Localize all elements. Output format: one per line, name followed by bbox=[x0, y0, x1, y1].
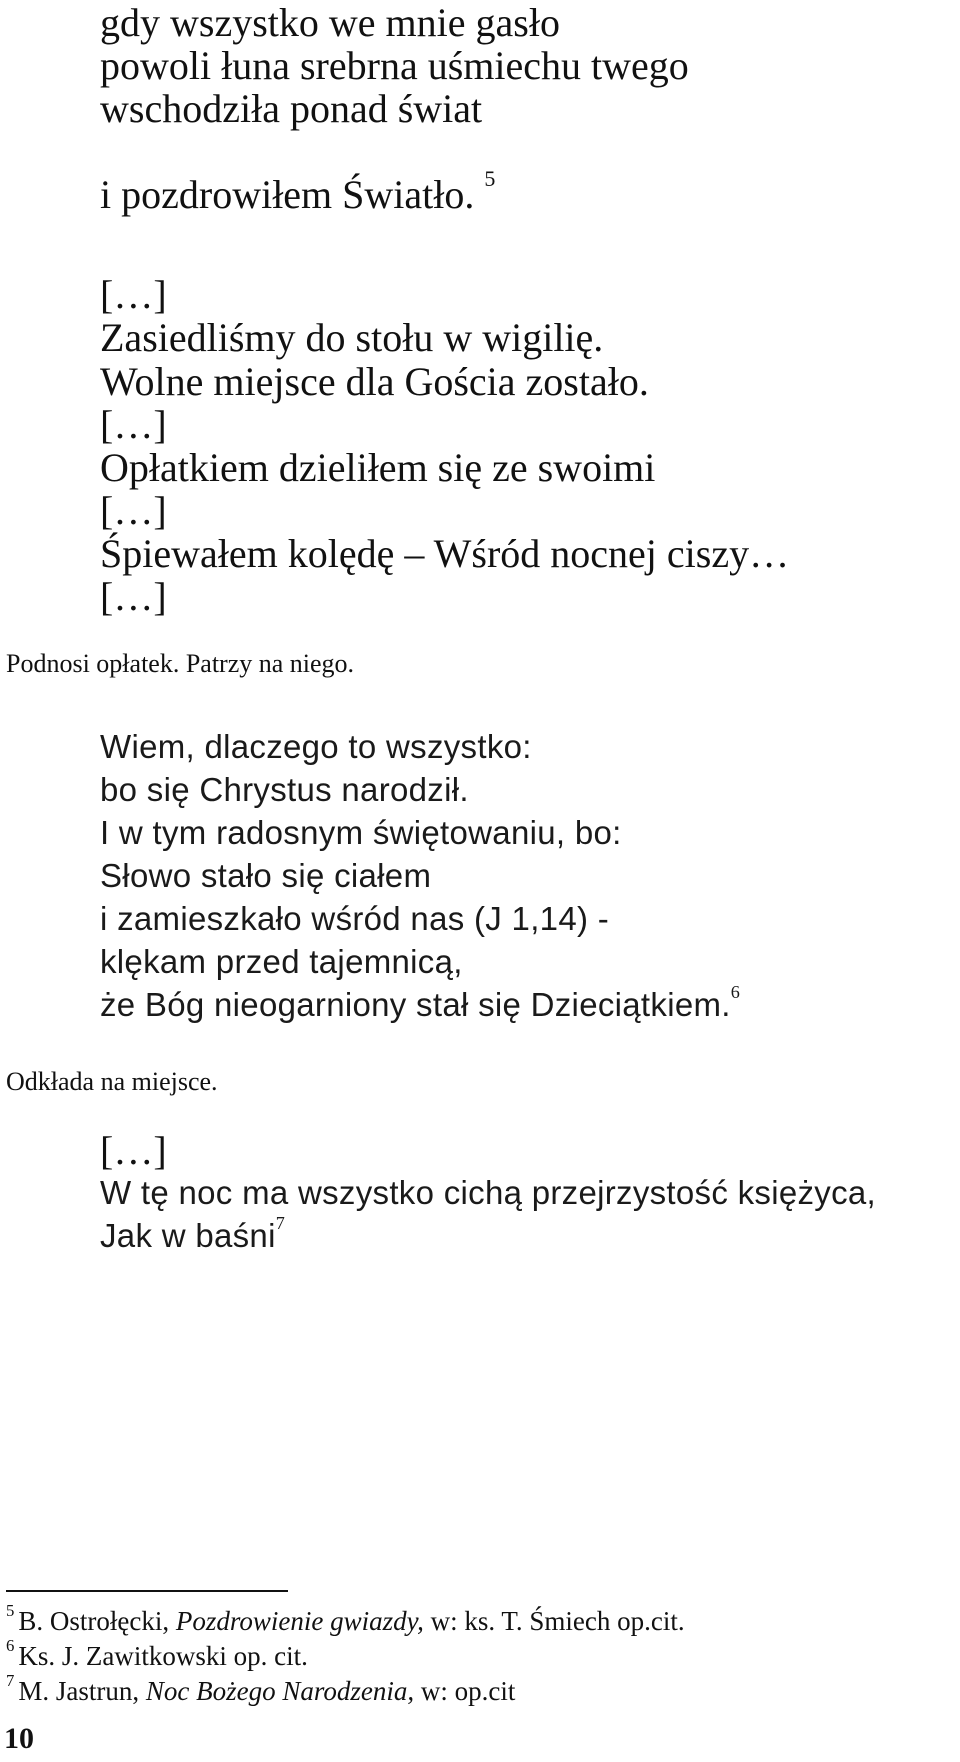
footnote bbox=[6, 1670, 516, 1706]
footnote-text: w: ks. T. Śmiech op.cit. bbox=[423, 1606, 685, 1636]
stage-direction: Podnosi opłatek. Patrzy na niego. bbox=[6, 649, 355, 678]
ellipsis-line: […] bbox=[100, 402, 167, 447]
poem-line: Słowo stało się ciałem bbox=[100, 857, 432, 894]
footnote-number: 5 bbox=[6, 1600, 15, 1620]
poem-line: Zasiedliśmy do stołu w wigilię. bbox=[100, 315, 604, 360]
footnote-ref: 6 bbox=[730, 981, 741, 1002]
poem-line: Wiem, dlaczego to wszystko: bbox=[100, 728, 532, 765]
footnote-text: M. Jastrun, bbox=[18, 1676, 146, 1706]
footnote bbox=[6, 1635, 308, 1671]
poem-line-with-footnote bbox=[100, 1212, 286, 1254]
ellipsis-line: […] bbox=[100, 574, 167, 619]
poem-line: Jak w baśni bbox=[100, 1217, 276, 1254]
footnote-ref: 7 bbox=[275, 1212, 286, 1233]
poem-line: i pozdrowiłem Światło. bbox=[100, 172, 475, 217]
poem-line: gdy wszystko we mnie gasło bbox=[100, 0, 560, 45]
ellipsis-line: […] bbox=[100, 272, 167, 317]
poem-line: bo się Chrystus narodził. bbox=[100, 771, 469, 808]
footnote-separator bbox=[6, 1590, 288, 1592]
stage-direction: Odkłada na miejsce. bbox=[6, 1067, 218, 1096]
footnote-number: 7 bbox=[6, 1670, 15, 1690]
poem-line: Wolne miejsce dla Gościa zostało. bbox=[100, 359, 649, 404]
poem-line: klękam przed tajemnicą, bbox=[100, 943, 463, 980]
poem-line-with-footnote bbox=[100, 981, 741, 1023]
poem-line: Opłatkiem dzieliłem się ze swoimi bbox=[100, 445, 656, 490]
footnote bbox=[6, 1600, 685, 1636]
ellipsis-line: […] bbox=[100, 488, 167, 533]
footnote-title: Pozdrowienie gwiazdy, bbox=[175, 1606, 424, 1636]
poem-line: powoli łuna srebrna uśmiechu twego bbox=[100, 43, 689, 88]
footnote-text: w: op.cit bbox=[414, 1676, 516, 1706]
poem-line: Śpiewałem kolędę – Wśród nocnej ciszy… bbox=[100, 531, 790, 576]
page-number: 10 bbox=[4, 1722, 34, 1755]
footnote-text: Ks. J. Zawitkowski op. cit. bbox=[18, 1641, 308, 1671]
footnote-text: B. Ostrołęcki, bbox=[18, 1606, 176, 1636]
poem-line: że Bóg nieogarniony stał się Dzieciątkiem. bbox=[100, 986, 731, 1023]
poem-line-with-footnote bbox=[100, 165, 496, 217]
poem-line: I w tym radosnym świętowaniu, bo: bbox=[100, 814, 622, 851]
footnote-number: 6 bbox=[6, 1635, 15, 1655]
poem-line: wschodziła ponad świat bbox=[100, 86, 483, 131]
footnote-ref: 5 bbox=[484, 165, 496, 191]
footnote-title: Noc Bożego Narodzenia, bbox=[145, 1676, 415, 1706]
poem-line: i zamieszkało wśród nas (J 1,14) - bbox=[100, 900, 610, 937]
ellipsis-line: […] bbox=[100, 1128, 167, 1173]
poem-line: W tę noc ma wszystko cichą przejrzystość księżyca, bbox=[100, 1174, 877, 1211]
